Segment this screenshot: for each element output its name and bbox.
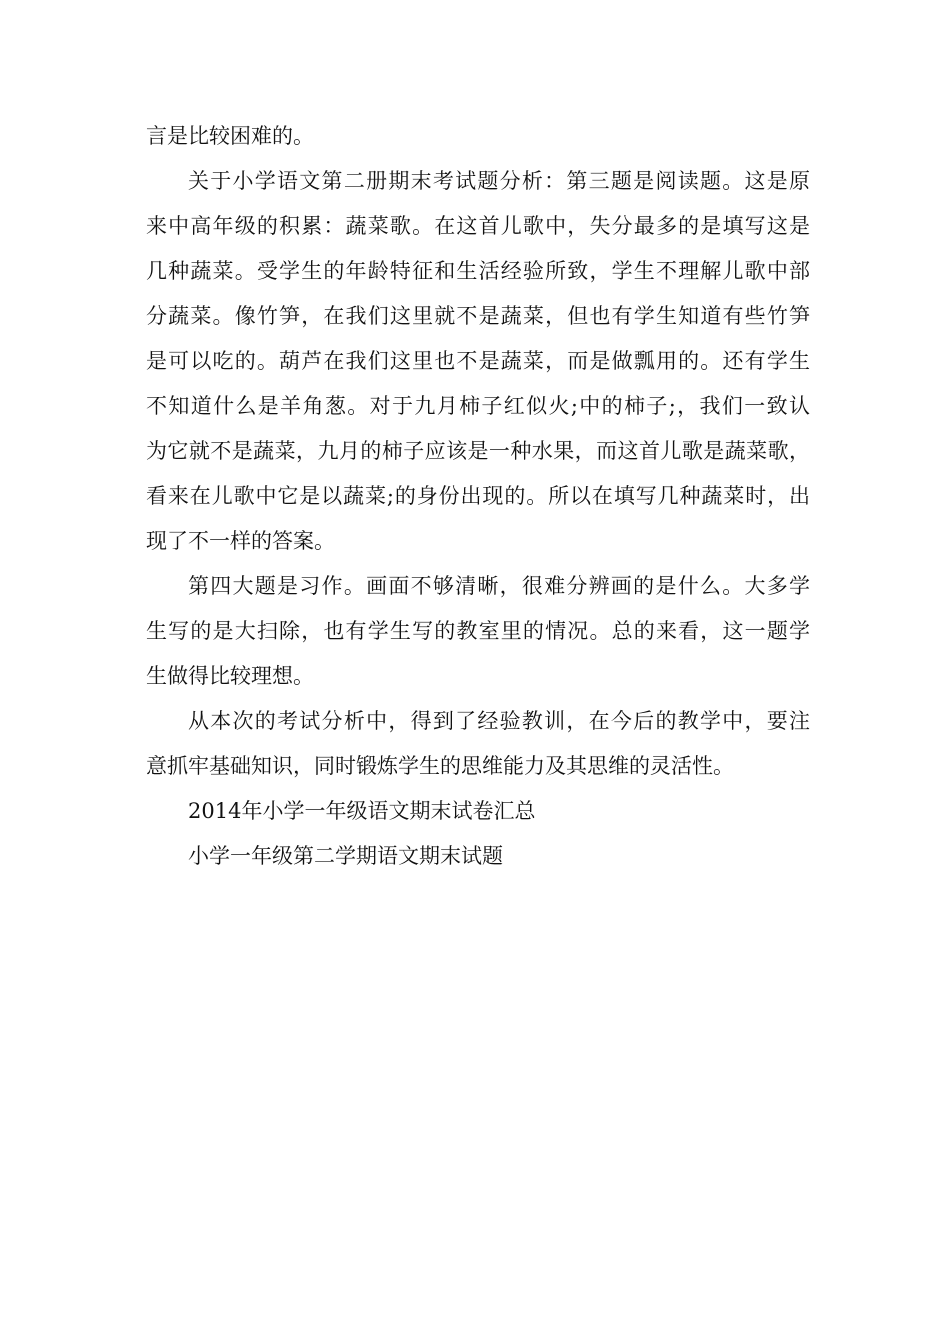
text-line: 是可以吃的。葫芦在我们这里也不是蔬菜，而是做瓢用的。还有学生 (146, 349, 810, 373)
text-line: 几种蔬菜。受学生的年龄特征和生活经验所致，学生不理解儿歌中部 (146, 259, 810, 283)
text-line: 来中高年级的积累：蔬菜歌。在这首儿歌中，失分最多的是填写这是 (146, 214, 810, 238)
text-line: 不知道什么是羊角葱。对于九月柿子红似火;中的柿子;，我们一致认 (146, 394, 810, 418)
heading-line: 2014年小学一年级语文期末试卷汇总 (188, 799, 536, 823)
text-line: 生写的是大扫除，也有学生写的教室里的情况。总的来看，这一题学 (146, 619, 810, 643)
text-line: 意抓牢基础知识，同时锻炼学生的思维能力及其思维的灵活性。 (146, 754, 734, 778)
body-text (146, 114, 810, 879)
paragraph-start-line: 从本次的考试分析中，得到了经验教训，在今后的教学中，要注 (188, 709, 810, 733)
text-line: 言是比较困难的。 (146, 124, 314, 148)
heading-line: 小学一年级第二学期语文期末试题 (188, 844, 503, 868)
text-line: 为它就不是蔬菜，九月的柿子应该是一种水果，而这首儿歌是蔬菜歌， (146, 439, 810, 463)
paragraph-start-line: 关于小学语文第二册期末考试题分析：第三题是阅读题。这是原 (188, 169, 810, 193)
paragraph-start-line: 第四大题是习作。画面不够清晰，很难分辨画的是什么。大多学 (188, 574, 810, 598)
text-line: 现了不一样的答案。 (146, 529, 335, 553)
text-line: 分蔬菜。像竹笋，在我们这里就不是蔬菜，但也有学生知道有些竹笋 (146, 304, 810, 328)
text-line: 生做得比较理想。 (146, 664, 314, 688)
text-line: 看来在儿歌中它是以蔬菜;的身份出现的。所以在填写几种蔬菜时，出 (146, 484, 810, 508)
